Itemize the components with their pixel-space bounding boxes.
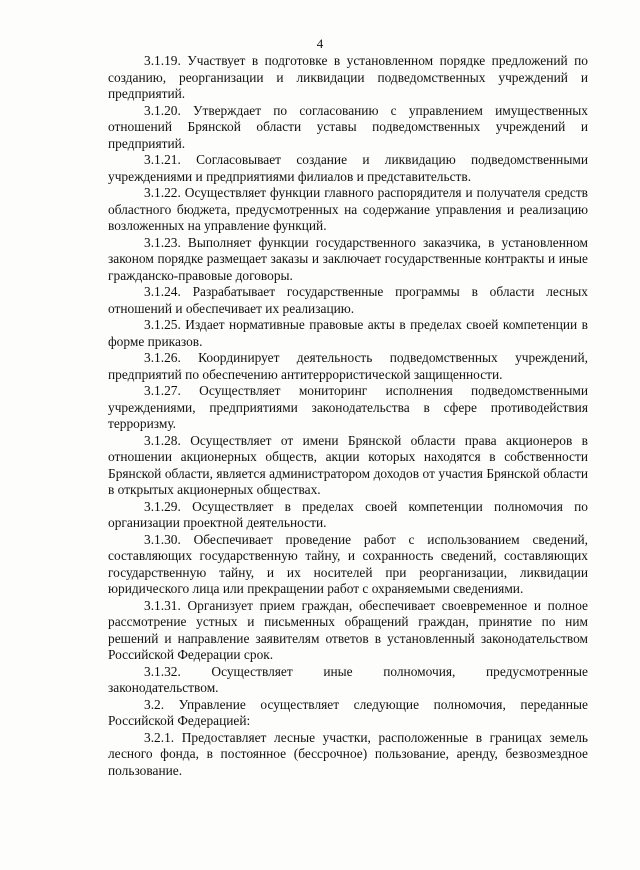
paragraph-3-1-31: 3.1.31. Организует прием граждан, обеспечивает своевременное и полное рассмотрение устных и письменных обращений граждан, принятие по ним решений и направление заявителям ответов в установленный законодательством Российской Федерации срок. bbox=[108, 597, 588, 662]
paragraph-3-2: 3.2. Управление осуществляет следующие полномочия, переданные Российской Федерацией: bbox=[108, 696, 588, 728]
paragraph-3-1-29: 3.1.29. Осуществляет в пределах своей компетенции полномочия по организации проектной деятельности. bbox=[108, 498, 588, 530]
paragraph-3-1-30: 3.1.30. Обеспечивает проведение работ с использованием сведений, составляющих государственную тайну, и сохранность сведений, составляющих государственную тайну, и их носителей при реорганизации, ликвидации юридического лица или прекращении работ с охраняемыми сведениями. bbox=[108, 531, 588, 596]
paragraph-3-1-25: 3.1.25. Издает нормативные правовые акты в пределах своей компетенции в форме приказов. bbox=[108, 317, 588, 349]
paragraph-3-1-23: 3.1.23. Выполняет функции государственного заказчика, в установленном законом порядке размещает заказы и заключает государственные контракты и иные гражданско-правовые договоры. bbox=[108, 234, 588, 283]
paragraph-3-1-21: 3.1.21. Согласовывает создание и ликвидацию подведомственными учреждениями и предприятиями филиалов и представительств. bbox=[108, 152, 588, 184]
paragraph-3-1-19: 3.1.19. Участвует в подготовке в установленном порядке предложений по созданию, реорганизации и ликвидации подведомственных учреждений и предприятий. bbox=[108, 53, 588, 101]
paragraph-3-1-22: 3.1.22. Осуществляет функции главного распорядителя и получателя средств областного бюджета, предусмотренных на содержание управления и реализацию возложенных на управление функций. bbox=[108, 185, 588, 233]
paragraph-3-1-24: 3.1.24. Разрабатывает государственные программы в области лесных отношений и обеспечивает их реализацию. bbox=[108, 284, 588, 316]
paragraph-3-1-27: 3.1.27. Осуществляет мониторинг исполнения подведомственными учреждениями, предприятиями законодательства в сфере противодействия терроризму. bbox=[108, 383, 588, 431]
page-number: 4 bbox=[316, 36, 324, 51]
document-body bbox=[108, 53, 588, 779]
paragraph-3-1-28: 3.1.28. Осуществляет от имени Брянской области права акционеров в отношении акционерных обществ, акции которых находятся в собственности Брянской области, является администратором доходов от участия Брянской области в открытых акционерных обществах. bbox=[108, 432, 588, 497]
paragraph-3-1-26: 3.1.26. Координирует деятельность подведомственных учреждений, предприятий по обеспечению антитеррористической защищенности. bbox=[108, 350, 588, 382]
paragraph-3-1-20: 3.1.20. Утверждает по согласованию с управлением имущественных отношений Брянской области уставы подведомственных учреждений и предприятий. bbox=[108, 102, 588, 151]
paragraph-3-2-1: 3.2.1. Предоставляет лесные участки, расположенные в границах земель лесного фонда, в постоянное (бессрочное) пользование, аренду, безвозмездное пользование. bbox=[108, 729, 588, 778]
paragraph-3-1-32: 3.1.32. Осуществляет иные полномочия, предусмотренные законодательством. bbox=[108, 663, 588, 695]
